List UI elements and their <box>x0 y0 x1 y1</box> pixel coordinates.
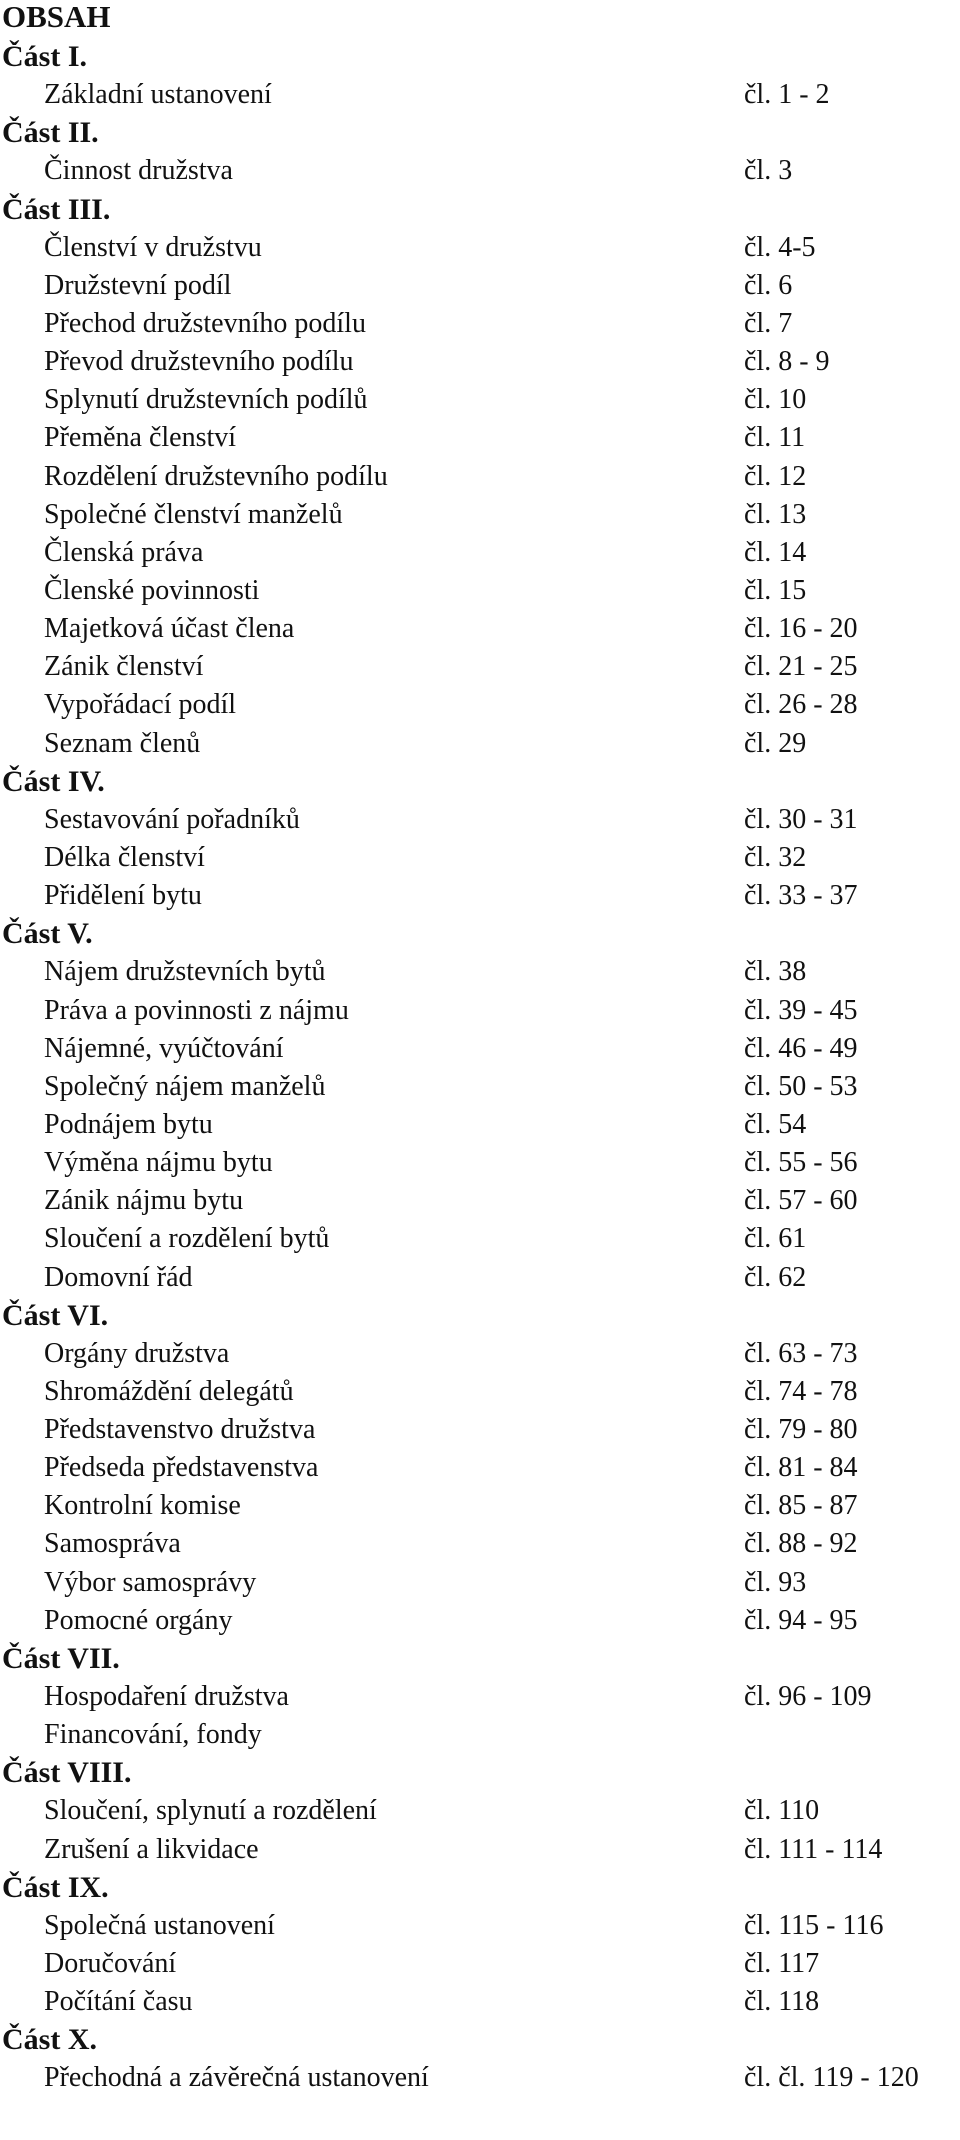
toc-entry-label: Sestavování pořadníků <box>44 803 300 835</box>
toc-entry-article-ref: čl. 118 <box>744 1986 820 2018</box>
toc-entry <box>0 1259 960 1297</box>
toc-entry-article-ref: čl. 54 <box>744 1108 807 1140</box>
toc-entry-article-ref: čl. 32 <box>744 841 807 873</box>
part-heading: Část IV. <box>2 764 105 798</box>
toc-entry-label: Zrušení a likvidace <box>44 1833 259 1865</box>
part-heading: Část I. <box>2 40 88 73</box>
toc-entry-label: Činnost družstva <box>44 155 233 187</box>
toc-entry-label: Orgány družstva <box>44 1337 230 1369</box>
toc-entry <box>0 1030 960 1068</box>
toc-entry-article-ref: čl. 13 <box>744 498 807 530</box>
toc-entry-article-ref: čl. 61 <box>744 1223 807 1255</box>
toc-entry <box>0 496 960 534</box>
toc-entry <box>0 1792 960 1830</box>
toc-entry-article-ref: čl. 111 - 114 <box>744 1833 883 1865</box>
toc-entry-label: Sloučení, splynutí a rozdělení <box>44 1795 377 1827</box>
toc-entry-article-ref: čl. čl. 119 - 120 <box>744 2062 919 2094</box>
toc-entry-label: Domovní řád <box>44 1261 193 1293</box>
part-heading: Část X. <box>2 2023 97 2057</box>
toc-entry-article-ref: čl. 57 - 60 <box>744 1185 858 1217</box>
toc-entry-article-ref: čl. 39 - 45 <box>744 994 858 1026</box>
toc-entry <box>0 801 960 839</box>
toc-entry-article-ref: čl. 63 - 73 <box>744 1337 858 1369</box>
toc-entry-label: Členské povinnosti <box>44 574 260 606</box>
toc-entry <box>0 1564 960 1602</box>
toc-entry-article-ref: čl. 110 <box>744 1795 820 1827</box>
toc-entry-article-ref: čl. 33 - 37 <box>744 880 858 912</box>
part-heading: Část IX. <box>2 1870 109 1904</box>
toc-entry-article-ref: čl. 85 - 87 <box>744 1490 858 1522</box>
toc-entry-article-ref: čl. 10 <box>744 384 807 416</box>
toc-entry-article-ref: čl. 7 <box>744 307 793 339</box>
toc-entry-label: Počítání času <box>44 1986 193 2018</box>
toc-entry-label: Základní ustanovení <box>44 79 272 111</box>
toc-entry-label: Výbor samosprávy <box>44 1566 257 1598</box>
toc-entry-label: Doručování <box>44 1948 177 1980</box>
toc-entry <box>0 686 960 724</box>
part-heading: Část III. <box>2 192 111 226</box>
toc-entry <box>0 2059 960 2097</box>
toc-entry <box>0 572 960 610</box>
toc-entry-article-ref: čl. 21 - 25 <box>744 651 858 683</box>
toc-entry-label: Členská práva <box>44 536 204 568</box>
toc-entry-label: Předseda představenstva <box>44 1452 319 1484</box>
toc-entry-label: Přechod družstevního podílu <box>44 307 366 339</box>
part-heading: Část VI. <box>2 1298 109 1332</box>
toc-entry-article-ref: čl. 29 <box>744 727 807 759</box>
toc-entry <box>0 1335 960 1373</box>
toc-entry <box>0 992 960 1030</box>
toc-entry-article-ref: čl. 11 <box>744 422 806 454</box>
toc-entry-label: Hospodaření družstva <box>44 1681 289 1713</box>
toc-entry-label: Představenstvo družstva <box>44 1414 316 1446</box>
toc-entry <box>0 152 960 190</box>
toc-entry-label: Rozdělení družstevního podílu <box>44 460 388 492</box>
toc-entry <box>0 305 960 343</box>
toc-entry <box>0 1716 960 1754</box>
toc-entry-label: Zánik členství <box>44 651 204 683</box>
toc-entry <box>0 267 960 305</box>
toc-sections <box>0 38 960 2098</box>
toc-entry-article-ref: čl. 117 <box>744 1948 820 1980</box>
toc-entry-label: Zánik nájmu bytu <box>44 1185 244 1217</box>
toc-entry-article-ref: čl. 94 - 95 <box>744 1604 858 1636</box>
toc-entry <box>0 1411 960 1449</box>
toc-entry-label: Společný nájem manželů <box>44 1070 326 1102</box>
toc-entry-label: Majetková účast člena <box>44 613 295 645</box>
toc-entry-article-ref: čl. 50 - 53 <box>744 1070 858 1102</box>
toc-entry <box>0 839 960 877</box>
toc-entry-article-ref: čl. 26 - 28 <box>744 689 858 721</box>
toc-entry-label: Nájem družstevních bytů <box>44 956 326 988</box>
toc-entry <box>0 1983 960 2021</box>
toc-entry <box>0 1907 960 1945</box>
part-heading: Část VIII. <box>2 1756 132 1790</box>
toc-entry <box>0 229 960 267</box>
toc-entry-article-ref: čl. 30 - 31 <box>744 803 858 835</box>
toc-entry-article-ref: čl. 12 <box>744 460 807 492</box>
toc-entry-article-ref: čl. 1 - 2 <box>744 79 830 111</box>
toc-entry-label: Přeměna členství <box>44 422 237 454</box>
toc-entry-article-ref: čl. 46 - 49 <box>744 1032 858 1064</box>
toc-entry-article-ref: čl. 74 - 78 <box>744 1375 858 1407</box>
toc-entry-label: Pomocné orgány <box>44 1604 233 1636</box>
part-heading: Část VII. <box>2 1641 120 1675</box>
toc-entry-article-ref: čl. 93 <box>744 1566 807 1598</box>
part-heading: Část II. <box>2 116 99 150</box>
toc-entry-article-ref: čl. 55 - 56 <box>744 1147 858 1179</box>
toc-entry-label: Kontrolní komise <box>44 1490 241 1522</box>
toc-entry-label: Seznam členů <box>44 727 201 759</box>
toc-entry <box>0 1144 960 1182</box>
toc-entry <box>0 458 960 496</box>
toc-entry-article-ref: čl. 81 - 84 <box>744 1452 858 1484</box>
toc-entry-article-ref: čl. 115 - 116 <box>744 1909 884 1941</box>
toc-entry <box>0 610 960 648</box>
toc-entry-label: Družstevní podíl <box>44 269 232 301</box>
toc-entry-label: Převod družstevního podílu <box>44 346 354 378</box>
toc-entry <box>0 1220 960 1258</box>
toc-entry-label: Výměna nájmu bytu <box>44 1147 273 1179</box>
toc-entry-article-ref: čl. 16 - 20 <box>744 613 858 645</box>
toc-entry-label: Financování, fondy <box>44 1719 262 1751</box>
toc-entry <box>0 1487 960 1525</box>
toc-entry-label: Vypořádací podíl <box>44 689 237 721</box>
toc-entry-label: Splynutí družstevních podílů <box>44 384 368 416</box>
toc-entry-article-ref: čl. 88 - 92 <box>744 1528 858 1560</box>
toc-entry-label: Přidělení bytu <box>44 880 202 912</box>
toc-entry-label: Délka členství <box>44 841 205 873</box>
toc-entry <box>0 76 960 114</box>
part-heading: Část V. <box>2 917 93 951</box>
toc-entry-article-ref: čl. 15 <box>744 574 807 606</box>
toc-entry <box>0 648 960 686</box>
toc-entry-label: Práva a povinnosti z nájmu <box>44 994 349 1026</box>
toc-entry-article-ref: čl. 4-5 <box>744 231 816 263</box>
toc-entry-article-ref: čl. 79 - 80 <box>744 1414 858 1446</box>
toc-entry <box>0 1373 960 1411</box>
toc-entry <box>0 953 960 991</box>
toc-entry-label: Společné členství manželů <box>44 498 343 530</box>
toc-entry <box>0 1831 960 1869</box>
toc-entry <box>0 534 960 572</box>
toc-entry <box>0 1678 960 1716</box>
toc-entry-article-ref: čl. 38 <box>744 956 807 988</box>
toc-entry <box>0 1945 960 1983</box>
toc-entry-label: Samospráva <box>44 1528 181 1560</box>
toc-entry <box>0 877 960 915</box>
toc-entry <box>0 725 960 763</box>
toc-entry-article-ref: čl. 6 <box>744 269 793 301</box>
toc-entry <box>0 381 960 419</box>
toc-entry-article-ref: čl. 62 <box>744 1261 807 1293</box>
toc-entry-label: Nájemné, vyúčtování <box>44 1032 284 1064</box>
toc-entry <box>0 1449 960 1487</box>
toc-entry <box>0 1525 960 1563</box>
toc-entry-label: Podnájem bytu <box>44 1108 213 1140</box>
toc-entry-label: Přechodná a závěrečná ustanovení <box>44 2062 429 2094</box>
toc-entry <box>0 1106 960 1144</box>
toc-entry <box>0 1068 960 1106</box>
toc-entry <box>0 1182 960 1220</box>
toc-entry-label: Sloučení a rozdělení bytů <box>44 1223 330 1255</box>
toc-entry-article-ref: čl. 14 <box>744 536 807 568</box>
toc-entry <box>0 343 960 381</box>
toc-entry-article-ref: čl. 3 <box>744 155 793 187</box>
toc-entry-article-ref: čl. 8 - 9 <box>744 346 830 378</box>
toc-entry-label: Členství v družstvu <box>44 231 262 263</box>
toc-entry-label: Shromáždění delegátů <box>44 1375 294 1407</box>
toc-entry-article-ref: čl. 96 - 109 <box>744 1681 872 1713</box>
toc-entry <box>0 1602 960 1640</box>
toc-entry-label: Společná ustanovení <box>44 1909 275 1941</box>
toc-entry <box>0 419 960 457</box>
page-title: OBSAH <box>2 0 111 34</box>
